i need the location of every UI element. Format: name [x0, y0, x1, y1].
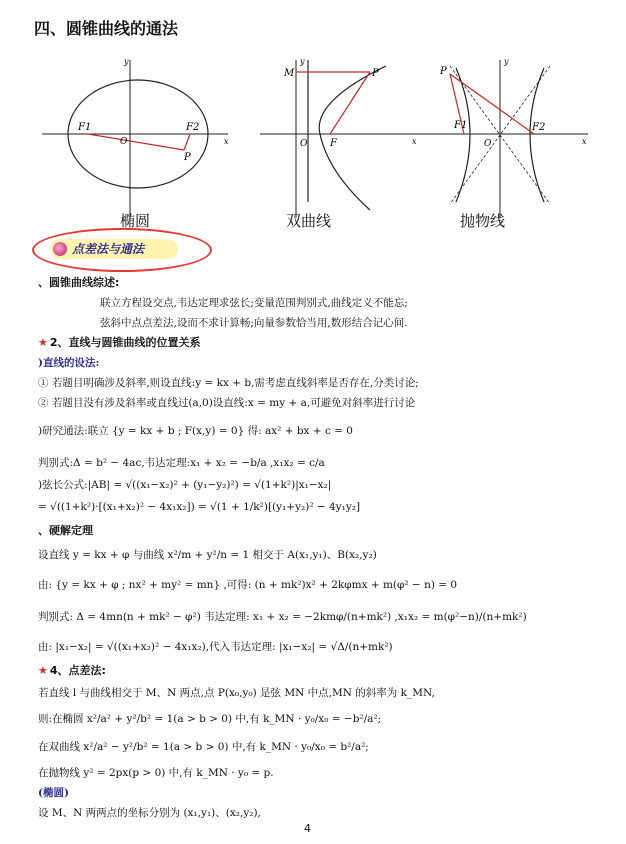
- bullet-icon: [53, 242, 67, 256]
- ellipse-figure: [42, 57, 229, 218]
- content-line: [38, 640, 393, 654]
- content-line: [38, 610, 527, 624]
- content-line: [38, 424, 353, 438]
- content-line: [38, 786, 69, 800]
- fig1-y: y: [124, 57, 129, 66]
- line-text: 判别式:Δ = b² − 4ac,韦达定理:x₁ + x₂ = −b/a ,x₁x₂ = c/a: [38, 457, 325, 469]
- line-text: 在双曲线 x²/a² − y²/b² = 1(a > b > 0) 中,有 k_MN · y₀/x₀ = b²/a²;: [38, 741, 369, 753]
- line-text: 4、点差法:: [49, 664, 106, 677]
- page-heading: 四、圆锥曲线的通法: [34, 19, 179, 38]
- line-text: )弦长公式:|AB| = √((x₁−x₂)² + (y₁−y₂)²) = √(1+k²)|x₁−x₂|: [38, 479, 332, 491]
- content-line: [38, 356, 99, 370]
- fig1-caption: 椭圆: [120, 212, 151, 230]
- fig1-O: O: [120, 137, 128, 147]
- line-text: )直线的设法:: [38, 357, 100, 369]
- line-text: 联立方程设交点,韦达定理求弦长;变量范围判别式,曲线定义不能忘;: [100, 297, 408, 309]
- fig3-F1: F1: [454, 120, 468, 131]
- content-line: [38, 686, 435, 700]
- line-text: 弦斜中点点差法,设而不求计算畅;向量参数恰当用,数形结合记心间.: [100, 317, 408, 329]
- line-text: 设直线 y = kx + φ 与曲线 x²/m + y²/n = 1 相交于 A(x₁,y₁)、B(x₂,y₂): [38, 549, 377, 561]
- content-line: [100, 316, 408, 330]
- fig2-F: F: [330, 138, 337, 149]
- fig3-F2: F2: [532, 122, 546, 133]
- line-text: 在抛物线 y² = 2px(p > 0) 中,有 k_MN · y₀ = p.: [38, 767, 274, 779]
- content-line: [38, 664, 106, 678]
- fig1-F1: F1: [78, 122, 92, 133]
- fig3-P: P: [440, 66, 447, 77]
- content-line: [100, 296, 408, 310]
- line-text: 由: |x₁−x₂| = √((x₁+x₂)² − 4x₁x₂),代入韦达定理: |x₁−x₂| = √Δ/(n+mk²): [38, 641, 393, 653]
- line-text: = √((1+k²)·[(x₁+x₂)² − 4x₁x₂]) = √(1 + 1/k²)[(y₁+y₂)² − 4y₁y₂]: [38, 501, 361, 513]
- content-line: [38, 740, 369, 754]
- line-text: )研究通法:联立 {y = kx + b ; F(x,y) = 0} 得: ax² + bx + c = 0: [38, 425, 353, 437]
- content-line: [38, 578, 457, 592]
- fig1-F2: F2: [186, 122, 200, 133]
- line-text: ② 若题目没有涉及斜率或直线过(a,0)设直线:x = my + a,可避免对斜率进行讨论: [38, 397, 416, 409]
- line-text: 、圆锥曲线综述:: [38, 276, 120, 289]
- content-line: [38, 478, 331, 492]
- content-line: [38, 276, 119, 290]
- content-line: [38, 712, 381, 726]
- fig1-P: P: [184, 152, 191, 163]
- content-line: [38, 456, 325, 470]
- line-text: 由: {y = kx + φ ; nx² + my² = mn} ,可得: (n + mk²)x² + 2kφmx + m(φ² − n) = 0: [38, 579, 458, 591]
- star-icon: ★: [38, 336, 48, 349]
- content-line: [38, 396, 415, 410]
- fig1-x: x: [224, 137, 229, 146]
- content-line: [38, 548, 377, 562]
- line-text: 、硬解定理: [38, 524, 93, 537]
- badge-label: 点差法与通法: [72, 242, 145, 256]
- content-line: [38, 500, 360, 514]
- line-text: 判别式: Δ = 4mn(n + mk² − φ²) 韦达定理: x₁ + x₂ = −2kmφ/(n+mk²) ,x₁x₂ = m(φ²−n)/(n+mk²): [38, 611, 527, 623]
- hyperbola-figure: [260, 57, 420, 218]
- content-line: [38, 806, 261, 820]
- line-text: 2、直线与圆锥曲线的位置关系: [49, 336, 201, 349]
- page-number: 4: [304, 822, 311, 835]
- conic-figures: [38, 52, 598, 222]
- fig2-M: M: [284, 68, 295, 79]
- line-text: (椭圆): [38, 787, 69, 799]
- fig2-x: x: [412, 137, 417, 146]
- content-line: [38, 376, 419, 390]
- parabola-figure: [420, 57, 588, 218]
- content-line: [38, 336, 201, 350]
- fig3-O: O: [484, 139, 492, 149]
- line-text: 若直线 l 与曲线相交于 M、N 两点,点 P(x₀,y₀) 是弦 MN 中点,MN 的斜率为 k_MN,: [38, 687, 435, 699]
- fig2-O: O: [300, 139, 308, 149]
- fig2-y: y: [300, 57, 305, 66]
- fig3-x: x: [582, 137, 587, 146]
- section-badge: [50, 239, 178, 259]
- fig2-caption: 双曲线: [286, 212, 332, 230]
- fig3-caption: 抛物线: [460, 212, 506, 230]
- content-line: [38, 524, 93, 538]
- line-text: 则:在椭圆 x²/a² + y²/b² = 1(a > b > 0) 中,有 k_MN · y₀/x₀ = −b²/a²;: [38, 713, 382, 725]
- line-text: 设 M、N 两两点的坐标分别为 (x₁,y₁)、(x₂,y₂),: [38, 807, 261, 819]
- fig2-P: P: [372, 68, 379, 79]
- fig3-y: y: [504, 57, 509, 66]
- star-icon: ★: [38, 664, 48, 677]
- badge-highlight-circle: [32, 228, 212, 272]
- line-text: ① 若题目明确涉及斜率,则设直线:y = kx + b,需考虑直线斜率是否存在,分类讨论;: [38, 377, 419, 389]
- content-line: [38, 766, 274, 780]
